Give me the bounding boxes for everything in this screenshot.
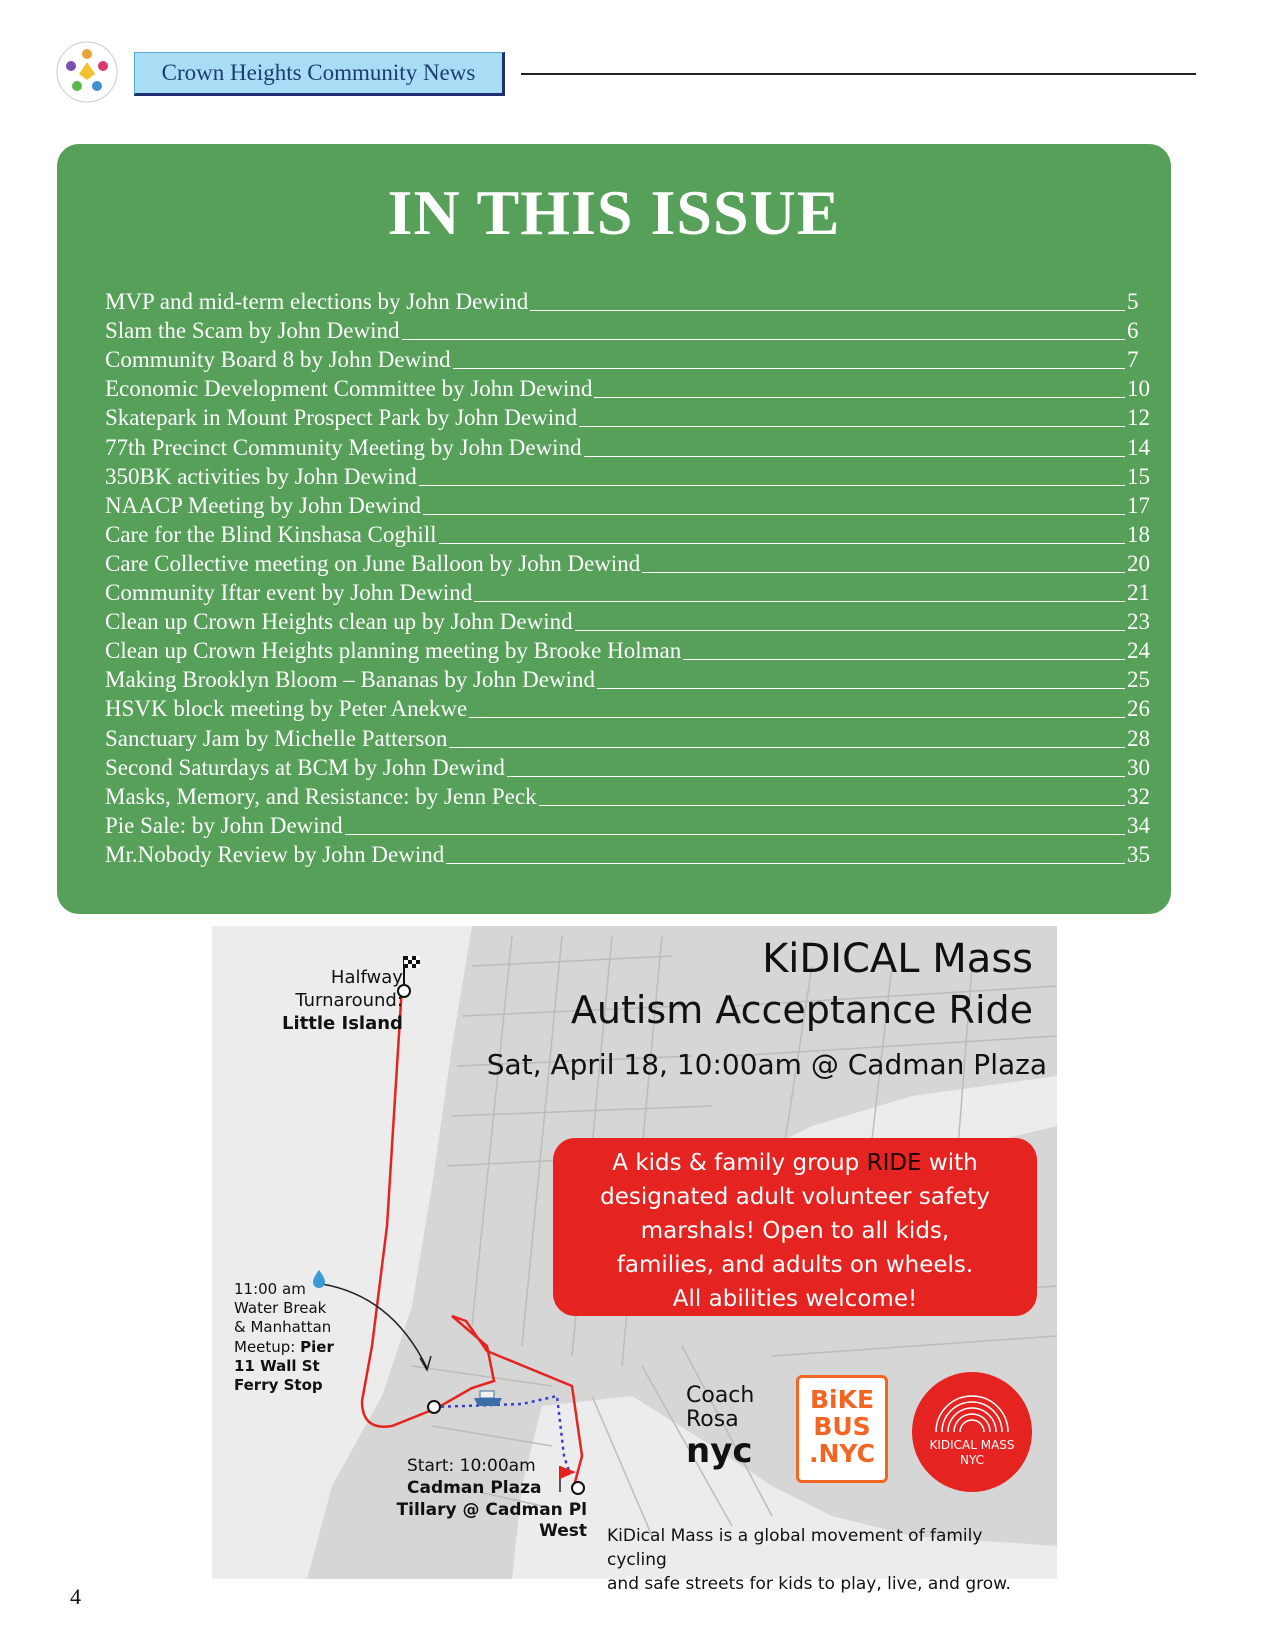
toc-item-title: HSVK block meeting by Peter Anekwe bbox=[105, 696, 468, 722]
toc-item-page: 21 bbox=[1127, 580, 1150, 606]
toc-item bbox=[105, 342, 1155, 371]
water-break-marker bbox=[428, 1401, 440, 1413]
header-rule bbox=[521, 73, 1196, 75]
toc-item bbox=[105, 633, 1155, 662]
toc-item-page: 23 bbox=[1127, 609, 1150, 635]
toc-leader bbox=[530, 310, 1125, 311]
toc-leader bbox=[594, 397, 1125, 398]
flyer-callout bbox=[553, 1138, 1037, 1316]
toc-item-title: 77th Precinct Community Meeting by John Dewind bbox=[105, 434, 582, 460]
toc-item-page: 24 bbox=[1127, 638, 1150, 664]
toc-item bbox=[105, 808, 1155, 837]
toc-item-title: Clean up Crown Heights clean up by John Dewind bbox=[105, 609, 573, 635]
toc-leader bbox=[453, 368, 1125, 369]
toc-item-title: Community Iftar event by John Dewind bbox=[105, 580, 473, 606]
toc-leader bbox=[474, 601, 1125, 602]
toc-item bbox=[105, 400, 1155, 429]
toc-item bbox=[105, 429, 1155, 458]
toc-item-title: Skatepark in Mount Prospect Park by John Dewind bbox=[105, 405, 578, 431]
toc-item-page: 18 bbox=[1127, 521, 1150, 547]
toc-item bbox=[105, 488, 1155, 517]
toc-item bbox=[105, 517, 1155, 546]
toc-item-page: 30 bbox=[1127, 754, 1150, 780]
callout-text: with bbox=[921, 1150, 978, 1176]
toc-item bbox=[105, 779, 1155, 808]
toc-leader bbox=[579, 426, 1125, 427]
toc-item-title: Pie Sale: by John Dewind bbox=[105, 812, 343, 838]
toc-leader bbox=[575, 630, 1125, 631]
toc-leader bbox=[402, 339, 1126, 340]
toc-item bbox=[105, 371, 1155, 400]
flyer-date: Sat, April 18, 10:00am @ Cadman Plaza bbox=[486, 1048, 1047, 1081]
toc-item-page: 14 bbox=[1127, 434, 1150, 460]
flyer-title: KiDICAL Mass bbox=[762, 936, 1033, 982]
toc-leader bbox=[345, 834, 1125, 835]
toc-item-page: 17 bbox=[1127, 492, 1150, 518]
toc-item-page: 28 bbox=[1127, 725, 1150, 751]
toc-leader bbox=[423, 514, 1125, 515]
callout-line: families, and adults on wheels. bbox=[616, 1252, 974, 1278]
toc-item bbox=[105, 604, 1155, 633]
toc-item bbox=[105, 662, 1155, 691]
page-number: 4 bbox=[70, 1584, 81, 1609]
toc-item bbox=[105, 750, 1155, 779]
toc-item-page: 20 bbox=[1127, 550, 1150, 576]
toc-item-page: 7 bbox=[1127, 347, 1139, 373]
toc-item-title: NAACP Meeting by John Dewind bbox=[105, 492, 422, 518]
toc-leader bbox=[446, 863, 1125, 864]
coach-rosa-logo: Coach Rosa nyc bbox=[686, 1383, 755, 1471]
toc-item-title: Sanctuary Jam by Michelle Patterson bbox=[105, 725, 448, 751]
start-label: Start: 10:00am Cadman Plaza Tillary @ Cadman Pl West bbox=[396, 1456, 587, 1542]
toc-item-title: Clean up Crown Heights planning meeting by Brooke Holman bbox=[105, 638, 682, 664]
callout-line: designated adult volunteer safety bbox=[600, 1184, 990, 1210]
toc-item bbox=[105, 575, 1155, 604]
toc-item-title: MVP and mid-term elections by John Dewind bbox=[105, 289, 529, 315]
toc-list bbox=[105, 284, 1155, 866]
toc-panel bbox=[57, 144, 1171, 914]
flyer-subtitle: Autism Acceptance Ride bbox=[570, 988, 1033, 1032]
toc-leader bbox=[642, 572, 1125, 573]
toc-item-title: Care for the Blind Kinshasa Coghill bbox=[105, 521, 437, 547]
toc-leader bbox=[539, 805, 1125, 806]
toc-item-title: Masks, Memory, and Resistance: by Jenn Peck bbox=[105, 783, 537, 809]
toc-item-title: Care Collective meeting on June Balloon by John Dewind bbox=[105, 550, 641, 576]
callout-ride-word: RIDE bbox=[866, 1150, 922, 1176]
kidical-mass-flyer bbox=[212, 926, 1057, 1594]
toc-leader bbox=[683, 659, 1125, 660]
organization-logo bbox=[55, 40, 119, 104]
toc-leader bbox=[439, 543, 1125, 544]
toc-item bbox=[105, 284, 1155, 313]
toc-title: IN THIS ISSUE bbox=[387, 177, 841, 248]
halfway-label: Halfway Turnaround: Little Island bbox=[282, 967, 403, 1035]
toc-item bbox=[105, 837, 1155, 866]
toc-item bbox=[105, 720, 1155, 749]
toc-item-title: Making Brooklyn Bloom – Bananas by John Dewind bbox=[105, 667, 595, 693]
toc-item bbox=[105, 459, 1155, 488]
toc-item bbox=[105, 546, 1155, 575]
toc-item-page: 25 bbox=[1127, 667, 1150, 693]
callout-text: A kids & family group bbox=[612, 1150, 867, 1176]
callout-line: All abilities welcome! bbox=[672, 1286, 918, 1312]
toc-leader bbox=[449, 747, 1125, 748]
toc-item-page: 26 bbox=[1127, 696, 1150, 722]
kidical-mass-logo: KIDICAL MASS NYC bbox=[912, 1372, 1032, 1492]
toc-item-page: 35 bbox=[1127, 841, 1150, 867]
toc-item-page: 15 bbox=[1127, 463, 1150, 489]
water-break-label: 11:00 am Water Break & Manhattan Meetup: Pier 11 Wall St Ferry Stop bbox=[234, 1280, 334, 1394]
toc-leader bbox=[419, 485, 1125, 486]
toc-item-title: Second Saturdays at BCM by John Dewind bbox=[105, 754, 505, 780]
toc-item-page: 34 bbox=[1127, 812, 1150, 838]
toc-item bbox=[105, 313, 1155, 342]
toc-leader bbox=[584, 456, 1125, 457]
masthead: Crown Heights Community News bbox=[134, 52, 505, 96]
toc-item-page: 32 bbox=[1127, 783, 1150, 809]
toc-item bbox=[105, 691, 1155, 720]
toc-item-title: Community Board 8 by John Dewind bbox=[105, 347, 451, 373]
callout-line: marshals! Open to all kids, bbox=[640, 1218, 950, 1244]
toc-item-page: 10 bbox=[1127, 376, 1150, 402]
toc-item-page: 6 bbox=[1127, 318, 1139, 344]
toc-leader bbox=[469, 717, 1125, 718]
toc-item-page: 12 bbox=[1127, 405, 1150, 431]
flyer-footer-text: KiDical Mass is a global movement of family cycling and safe streets for kids to play, live, and grow. bbox=[607, 1526, 1011, 1594]
toc-item-page: 5 bbox=[1127, 289, 1139, 315]
toc-item-title: Mr.Nobody Review by John Dewind bbox=[105, 841, 445, 867]
toc-leader bbox=[597, 688, 1125, 689]
toc-item-title: 350BK activities by John Dewind bbox=[105, 463, 417, 489]
bike-bus-logo: BiKE BUS .NYC bbox=[796, 1375, 888, 1483]
toc-item-title: Economic Development Committee by John Dewind bbox=[105, 376, 593, 402]
toc-leader bbox=[507, 776, 1125, 777]
toc-item-title: Slam the Scam by John Dewind bbox=[105, 318, 400, 344]
